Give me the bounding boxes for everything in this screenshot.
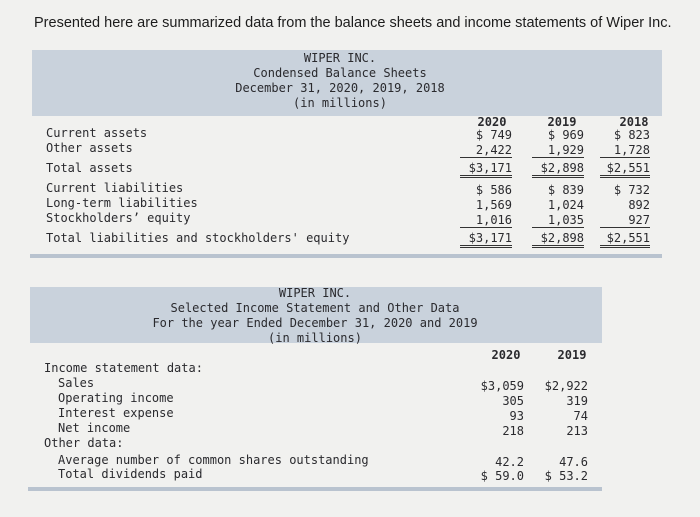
bs-label-other-assets: Other assets: [46, 141, 133, 155]
is-cell: $ 53.2: [544, 469, 588, 483]
balance-units: (in millions): [293, 96, 387, 110]
bs-cell: 1,569: [475, 198, 512, 212]
is-section-income: Income statement data:: [44, 361, 203, 375]
is-cell: 93: [509, 409, 524, 423]
is-cell: 47.6: [559, 455, 588, 469]
bs-year-2018: 2018: [619, 115, 649, 129]
income-units: (in millions): [268, 331, 362, 345]
bs-cell: $ 586: [475, 183, 512, 197]
is-cell: $2,922: [544, 379, 588, 393]
is-label-sales: Sales: [58, 376, 95, 390]
bs-cell: 1,024: [547, 198, 584, 212]
bs-year-2020: 2020: [477, 115, 507, 129]
income-company: WIPER INC.: [278, 286, 352, 300]
is-label-net-income: Net income: [58, 421, 131, 435]
bs-label-current-assets: Current assets: [46, 126, 148, 140]
bs-label-total-liabilities-equity: Total liabilities and stockholders' equity: [46, 231, 350, 245]
bs-cell: $ 823: [613, 128, 650, 142]
balance-dates: December 31, 2020, 2019, 2018: [235, 81, 445, 95]
bs-cell: $ 749: [475, 128, 512, 142]
bs-cell: $2,551: [600, 161, 650, 178]
bs-cell: 1,035: [532, 213, 584, 228]
is-year-2020: 2020: [491, 348, 521, 362]
is-cell: 74: [573, 409, 588, 423]
is-cell: $3,059: [480, 379, 524, 393]
is-cell: 42.2: [495, 455, 524, 469]
balance-sheet-bottom-rule: [30, 254, 662, 258]
intro-text: Presented here are summarized data from the balance sheets and income statements of Wiper Inc.: [34, 15, 672, 31]
income-period: For the year Ended December 31, 2020 and 2019: [152, 316, 478, 330]
bs-cell: $3,171: [460, 231, 512, 248]
bs-cell: $2,898: [532, 161, 584, 178]
bs-cell: 927: [600, 213, 650, 228]
balance-title: Condensed Balance Sheets: [253, 66, 427, 80]
bs-label-current-liabilities: Current liabilities: [46, 181, 184, 195]
bs-cell: $2,898: [532, 231, 584, 248]
bs-label-long-term-liabilities: Long-term liabilities: [46, 196, 198, 210]
is-section-other: Other data:: [44, 436, 124, 450]
is-label-dividends: Total dividends paid: [58, 467, 203, 481]
is-cell: $ 59.0: [480, 469, 524, 483]
bs-cell: $3,171: [460, 161, 512, 178]
income-statement-bottom-rule: [28, 487, 602, 491]
is-label-avg-shares: Average number of common shares outstanding: [58, 453, 369, 467]
bs-label-stockholders-equity: Stockholders’ equity: [46, 211, 191, 225]
is-cell: 213: [566, 424, 588, 438]
is-cell: 305: [502, 394, 524, 408]
bs-cell: 1,929: [532, 143, 584, 158]
is-year-2019: 2019: [557, 348, 587, 362]
is-label-interest-expense: Interest expense: [58, 406, 174, 420]
bs-cell: 1,016: [460, 213, 512, 228]
bs-cell: 892: [628, 198, 650, 212]
is-cell: 218: [502, 424, 524, 438]
bs-cell: $ 839: [547, 183, 584, 197]
bs-cell: $ 732: [613, 183, 650, 197]
balance-company: WIPER INC.: [303, 51, 377, 65]
bs-label-total-assets: Total assets: [46, 161, 133, 175]
is-cell: 319: [566, 394, 588, 408]
bs-cell: 1,728: [600, 143, 650, 158]
bs-cell: 2,422: [460, 143, 512, 158]
bs-cell: $ 969: [547, 128, 584, 142]
bs-cell: $2,551: [600, 231, 650, 248]
bs-year-2019: 2019: [547, 115, 577, 129]
income-title: Selected Income Statement and Other Data: [170, 301, 460, 315]
is-label-operating-income: Operating income: [58, 391, 174, 405]
